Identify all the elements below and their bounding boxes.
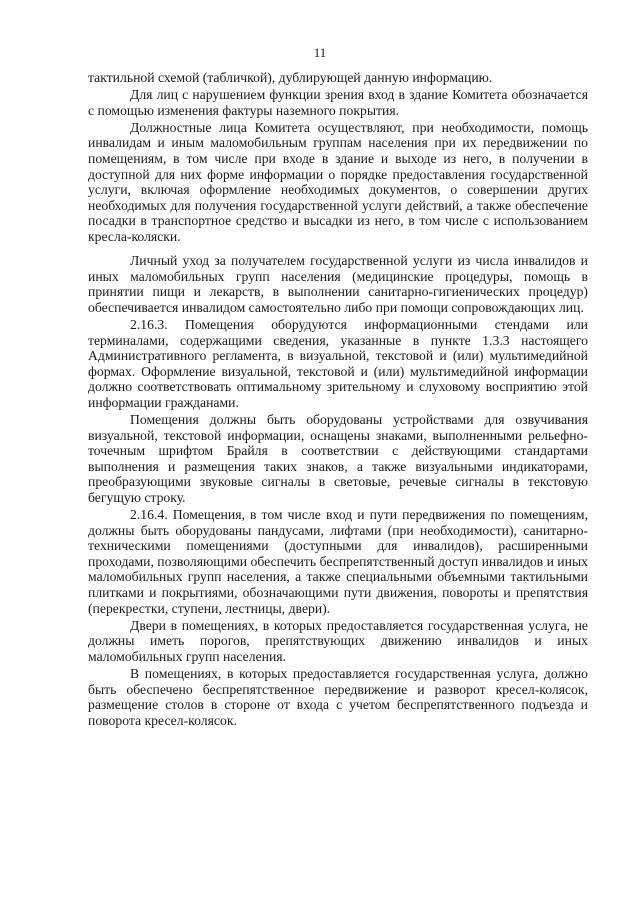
paragraph: 2.16.3. Помещения оборудуются информационными стендами или терминалами, содержащими сведения, указанные в пункте 1.3.3 настоящего Административного регламента, в визуальной, текстовой и (или) мультимедийной формах. Оформление визуальной, текстовой и (или) мультимедийной информации должно соответствовать оптимальному зрительному и слуховому восприятию этой информации гражданами.: [88, 316, 588, 410]
paragraph: Должностные лица Комитета осуществляют, при необходимости, помощь инвалидам и иным маломобильным группам населения при их передвижении по помещениям, в том числе при входе в здание и выходе из него, в получении в доступной для них форме информации о порядке предоставления государственной услуги, включая оформление необходимых документов, о совершении других необходимых для получения государственной услуги действий, а также обеспечение посадки в транспортное средство и высадки из него, в том числе с использованием кресла-коляски.: [88, 119, 588, 244]
paragraph: В помещениях, в которых предоставляется государственная услуга, должно быть обеспечено беспрепятственное передвижение и разворот кресел-колясок, размещение столов в стороне от входа с учетом беспрепятственного подъезда и поворота кресел-колясок.: [88, 665, 588, 728]
paragraph: Для лиц с нарушением функции зрения вход в здание Комитета обозначается с помощью изменения фактуры наземного покрытия.: [88, 87, 588, 118]
document-body: [88, 70, 588, 730]
paragraph: тактильной схемой (табличкой), дублирующей данную информацию.: [88, 70, 493, 85]
paragraph: Личный уход за получателем государственной услуги из числа инвалидов и иных маломобильных групп населения (медицинские процедуры, помощь в принятии пищи и лекарств, в выполнении санитарно-гигиенических процедур) обеспечивается инвалидом самостоятельно либо при помощи сопровождающих лиц.: [88, 253, 588, 315]
page-number: 11: [313, 45, 327, 60]
paragraph: Помещения должны быть оборудованы устройствами для озвучивания визуальной, текстовой информации, оснащены знаками, выполненными рельефно-точечным шрифтом Брайля в соответствии с действующими стандартами выполнения и размещения таких знаков, а также визуальными индикаторами, преобразующими звуковые сигналы в световые, речевые сигналы в текстовую бегущую строку.: [88, 411, 588, 505]
paragraph: 2.16.4. Помещения, в том числе вход и пути передвижения по помещениям, должны быть оборудованы пандусами, лифтами (при необходимости), санитарно-техническими помещениями (доступными для инвалидов), расширенными проходами, позволяющими обеспечить беспрепятственный доступ инвалидов и иных маломобильных групп населения, а также специальными объемными тактильными плитками и покрытиями, обозначающими пути движения, повороты и препятствия (перекрестки, ступени, лестницы, двери).: [88, 507, 589, 616]
paragraph: Двери в помещениях, в которых предоставляется государственная услуга, не должны иметь порогов, препятствующих движению инвалидов и иных маломобильных групп населения.: [88, 617, 588, 664]
